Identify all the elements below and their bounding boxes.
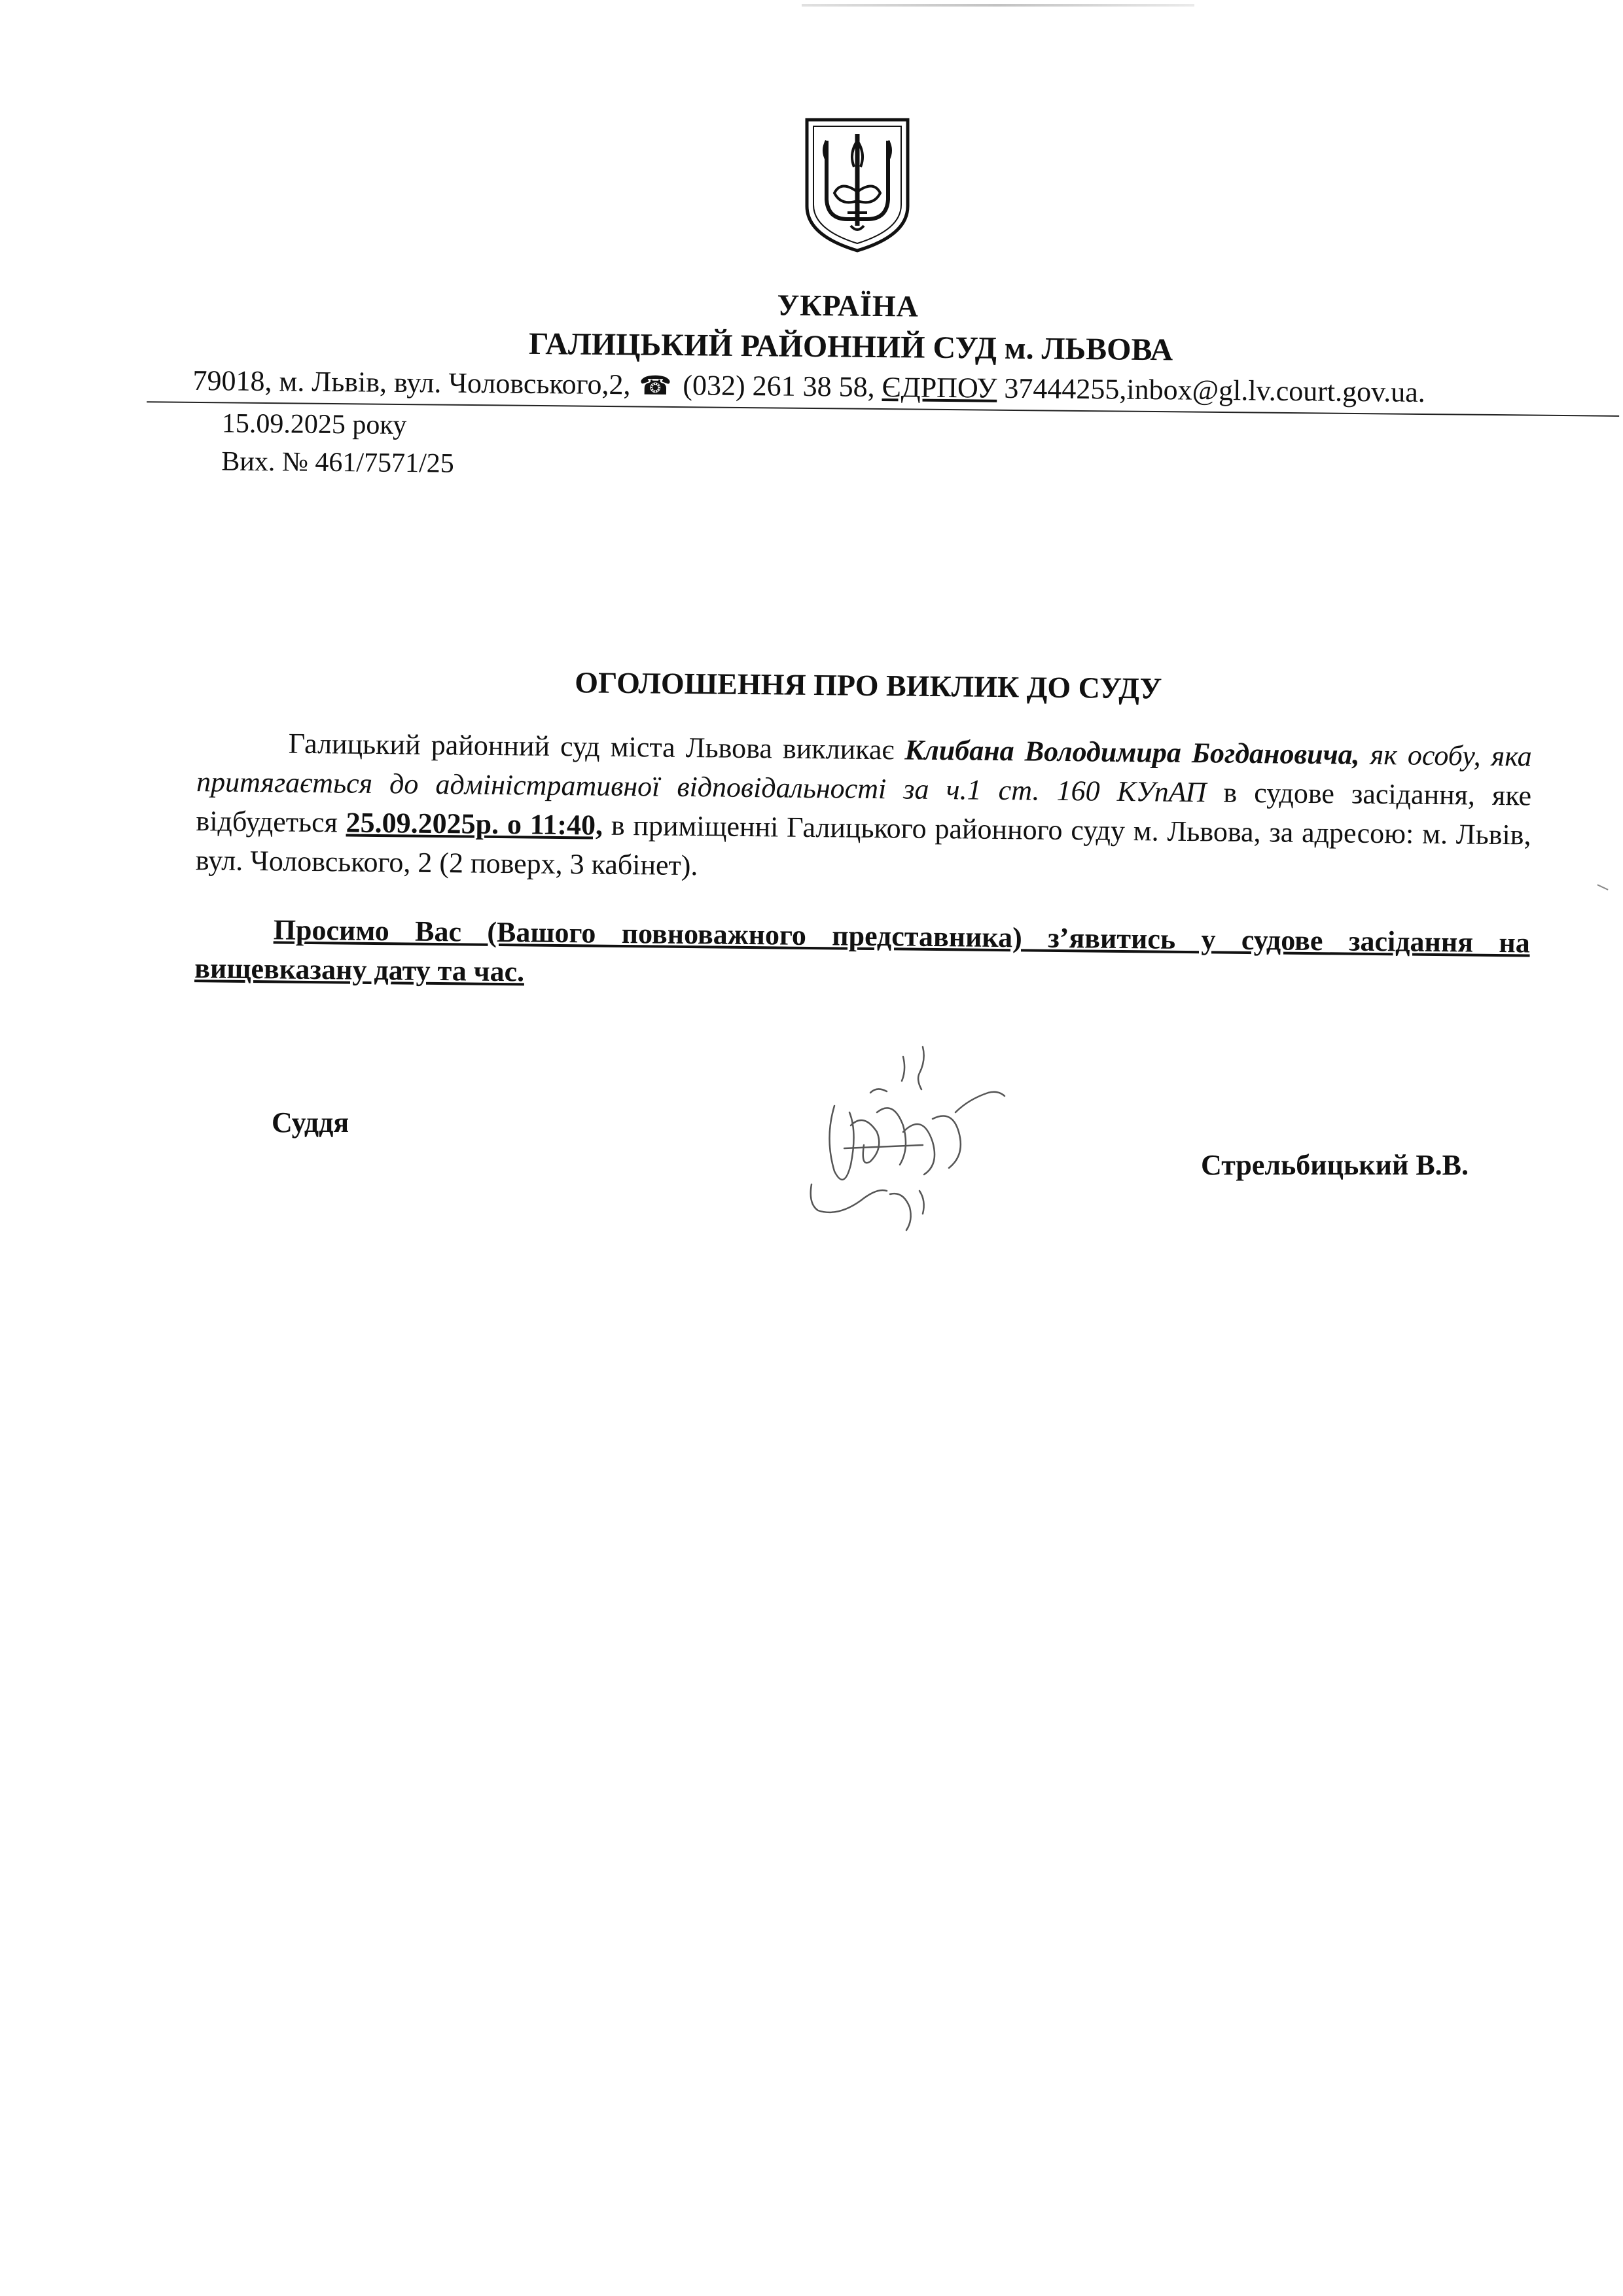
court-phone: (032) 261 38 58, — [683, 369, 875, 403]
edrpou-and-email: 37444255,inbox@gl.lv.court.gov.ua. — [1004, 372, 1426, 409]
scan-artifact — [802, 4, 1194, 7]
document-date: 15.09.2025 року — [221, 408, 407, 441]
announcement-body — [1, 659, 1623, 988]
signature-block — [0, 1034, 1623, 1296]
edrpou-label: ЄДРПОУ — [882, 371, 997, 404]
court-address: 79018, м. Львів, вул. Чоловського,2, — [192, 364, 631, 401]
coat-of-arms-icon — [802, 115, 913, 255]
country-name: УКРАЇНА — [777, 288, 919, 323]
handwritten-signature — [772, 1034, 1027, 1250]
announcement-title: ОГОЛОШЕННЯ ПРО ВИКЛИК ДО СУДУ — [574, 665, 1162, 705]
letterhead — [1, 280, 1623, 479]
appearance-request: Просимо Вас (Вашого повноважного представника) з’явитись у судове засідання на вищевказану дату та час. — [194, 913, 1531, 988]
judge-name: Стрельбицький В.В. — [1201, 1149, 1469, 1181]
hearing-location: в приміщенні Галицького районного суду м. Львова, за адресою: м. Львів, вул. Чоловського, 2 (2 поверх, 3 кабінет). — [195, 809, 1531, 882]
person-name: Клибана Володимира Богдановича, — [904, 733, 1360, 771]
announcement-paragraph — [196, 723, 1532, 894]
judge-label: Суддя — [272, 1106, 349, 1139]
scan-artifact — [1597, 884, 1608, 890]
telephone-icon: ☎ — [639, 370, 672, 400]
hearing-datetime: 25.09.2025р. о 11:40, — [346, 806, 603, 841]
hearing-intro: в судове засідання, яке відбудеться — [196, 776, 1532, 839]
court-name: ГАЛИЦЬКИЙ РАЙОННИЙ СУД м. ЛЬВОВА — [528, 326, 1173, 368]
person-role: як особу, яка притягається до адміністративної відповідальності за ч.1 ст. 160 КУпАП — [196, 738, 1532, 809]
outgoing-number: Вих. № 461/7571/25 — [221, 446, 454, 479]
contact-line — [192, 364, 1425, 409]
intro-text: Галицький районний суд міста Львова викликає — [288, 727, 905, 766]
